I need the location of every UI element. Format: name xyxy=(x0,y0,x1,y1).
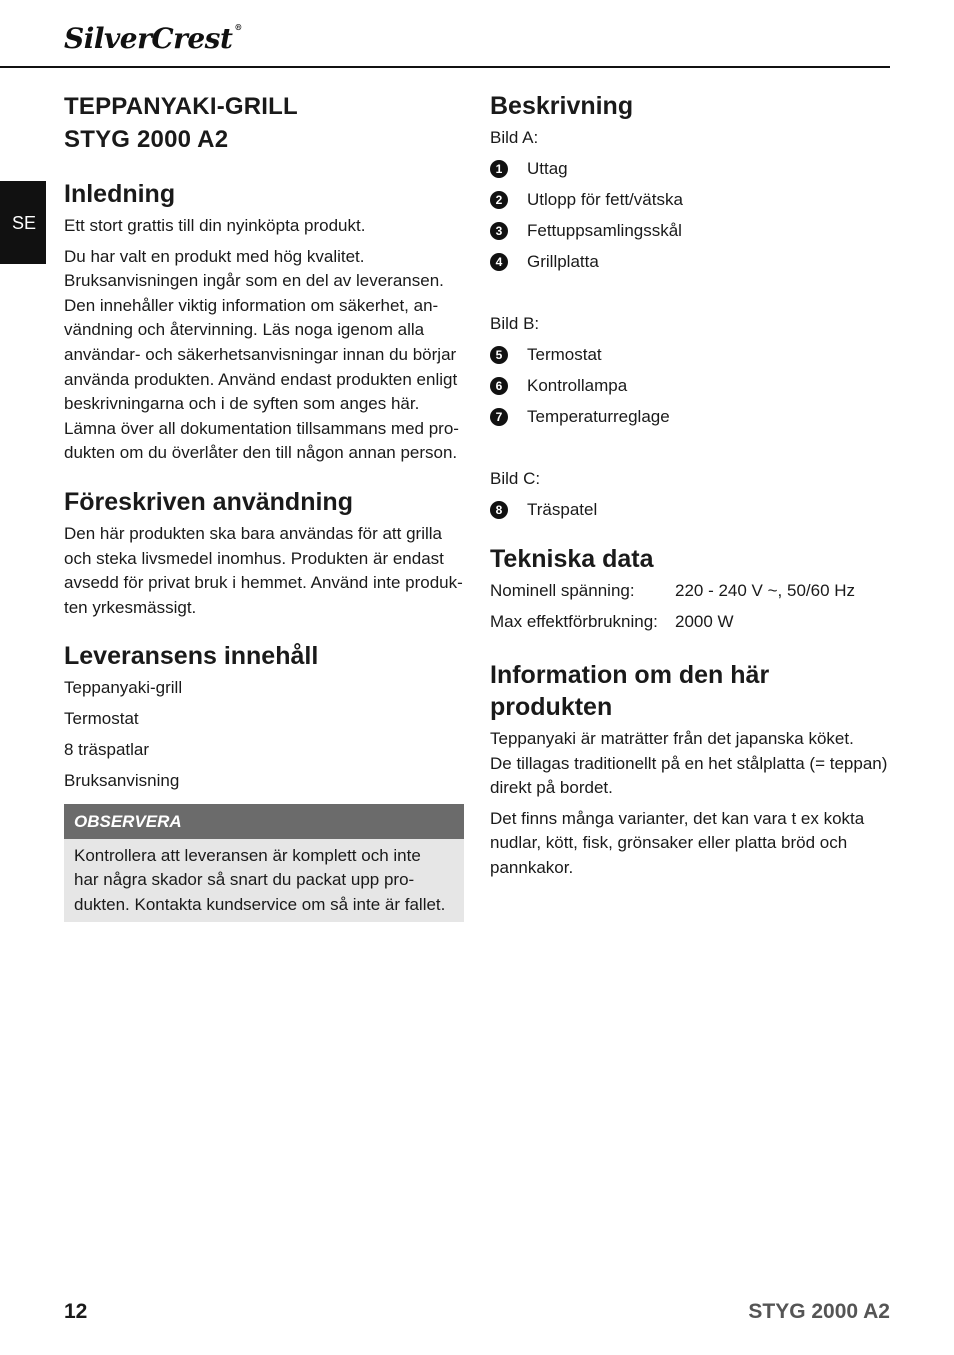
info-heading xyxy=(490,659,890,723)
info-heading-line-2: produkten xyxy=(490,693,613,721)
intro-line: användar- och säkerhetsanvisningar innan du börjar xyxy=(64,344,457,364)
number-marker: 5 xyxy=(490,346,508,364)
intro-line: dukten om du överlåter den till någon annan person. xyxy=(64,443,458,463)
note-body xyxy=(64,839,464,922)
header-rule xyxy=(0,66,890,68)
intro-paragraph-2 xyxy=(64,245,464,466)
intended-use-paragraph xyxy=(64,522,464,620)
list-item: Teppanyaki-grill xyxy=(64,678,183,698)
info-line: pannkakor. xyxy=(490,857,574,877)
intended-use-line: avsedd för privat bruk i hemmet. Använd inte produk- xyxy=(64,573,463,593)
tech-key: Max effektförbrukning: xyxy=(490,612,658,631)
item-label: Temperaturreglage xyxy=(527,406,670,426)
intro-line: vändning och återvinning. Läs noga igenom alla xyxy=(64,320,425,340)
figure-a-label: Bild A: xyxy=(490,128,539,147)
contents-heading: Leveransens innehåll xyxy=(64,642,319,671)
item-label: Träspatel xyxy=(527,499,598,519)
language-tab xyxy=(0,181,46,264)
intro-line: Den innehåller viktig information om säkerhet, an- xyxy=(64,295,439,315)
info-line: Det finns många varianter, det kan vara t ex kokta xyxy=(490,808,865,828)
list-item: 8 träspatlar xyxy=(64,740,150,760)
right-column xyxy=(490,90,890,881)
list-item xyxy=(490,246,890,277)
info-paragraph-2 xyxy=(490,807,890,881)
tech-value: 220 - 240 V ~, 50/60 Hz xyxy=(675,581,856,600)
item-label: Grillplatta xyxy=(527,251,599,271)
info-line: direkt på bordet. xyxy=(490,778,613,798)
tech-heading: Tekniska data xyxy=(490,545,654,573)
list-item xyxy=(490,494,890,525)
description-heading: Beskrivning xyxy=(490,92,634,120)
info-line: Teppanyaki är maträtter från det japanska köket. xyxy=(490,729,854,748)
number-marker: 3 xyxy=(490,222,508,240)
number-marker: 8 xyxy=(490,501,508,519)
title-line-1: TEPPANYAKI-GRILL xyxy=(64,93,298,120)
intro-heading: Inledning xyxy=(64,180,176,208)
figure-b-label: Bild B: xyxy=(490,314,540,333)
number-marker: 4 xyxy=(490,253,508,271)
contents-list xyxy=(64,676,464,794)
intro-line: beskrivningarna och i de syften som anges här. xyxy=(64,394,420,414)
item-label: Kontrollampa xyxy=(527,375,628,395)
info-line: De tillagas traditionellt på en het stålplatta (= teppan) xyxy=(490,753,888,773)
list-item xyxy=(490,370,890,401)
list-item: Bruksanvisning xyxy=(64,771,180,791)
brand-name: SilverCrest xyxy=(64,22,233,55)
tech-row xyxy=(490,575,890,606)
note-box xyxy=(64,804,464,922)
tech-row xyxy=(490,606,890,637)
list-item xyxy=(490,215,890,246)
note-line: dukten. Kontakta kundservice om så inte är fallet. xyxy=(74,895,446,915)
list-item xyxy=(490,153,890,184)
brand-logo xyxy=(64,22,242,55)
list-item xyxy=(490,184,890,215)
note-line: Kontrollera att leveransen är komplett och inte xyxy=(74,845,421,865)
footer-model: STYG 2000 A2 xyxy=(748,1300,890,1323)
info-paragraph-1 xyxy=(490,727,890,801)
number-marker: 7 xyxy=(490,408,508,426)
intended-use-heading: Föreskriven användning xyxy=(64,487,353,516)
left-column xyxy=(64,90,464,922)
list-item: Termostat xyxy=(64,709,139,729)
item-label: Termostat xyxy=(527,344,602,364)
tech-value: 2000 W xyxy=(675,612,734,631)
language-code: SE xyxy=(12,213,37,233)
number-marker: 1 xyxy=(490,160,508,178)
intro-line: Bruksanvisningen ingår som en del av leveransen. xyxy=(64,271,444,291)
list-item xyxy=(490,339,890,370)
intended-use-line: ten yrkesmässigt. xyxy=(64,597,197,617)
intended-use-line: Den här produkten ska bara användas för att grilla xyxy=(64,523,443,543)
tech-key: Nominell spänning: xyxy=(490,581,635,600)
intro-line: Lämna över all dokumentation tillsammans med pro- xyxy=(64,418,459,438)
number-marker: 6 xyxy=(490,377,508,395)
figure-c-label: Bild C: xyxy=(490,469,541,488)
intro-paragraph-1: Ett stort grattis till din nyinköpta produkt. xyxy=(64,216,366,235)
info-line: nudlar, kött, fisk, grönsaker eller platta bröd och xyxy=(490,833,848,853)
item-label: Uttag xyxy=(527,158,568,178)
note-line: har några skador så snart du packat upp pro- xyxy=(74,870,415,890)
intro-line: Du har valt en produkt med hög kvalitet. xyxy=(64,246,365,266)
intended-use-line: och steka livsmedel inomhus. Produkten är endast xyxy=(64,548,444,568)
number-marker: 2 xyxy=(490,191,508,209)
page-number: 12 xyxy=(64,1300,88,1323)
list-item xyxy=(490,401,890,432)
document-title xyxy=(64,90,464,156)
title-line-2: STYG 2000 A2 xyxy=(64,126,229,153)
registered-mark: ® xyxy=(234,22,242,32)
item-label: Utlopp för fett/vätska xyxy=(527,189,683,209)
item-label: Fettuppsamlingsskål xyxy=(527,220,682,240)
intro-line: använda produkten. Använd endast produkten enligt xyxy=(64,369,458,389)
info-heading-line-1: Information om den här xyxy=(490,661,770,689)
note-label: OBSERVERA xyxy=(64,804,464,839)
